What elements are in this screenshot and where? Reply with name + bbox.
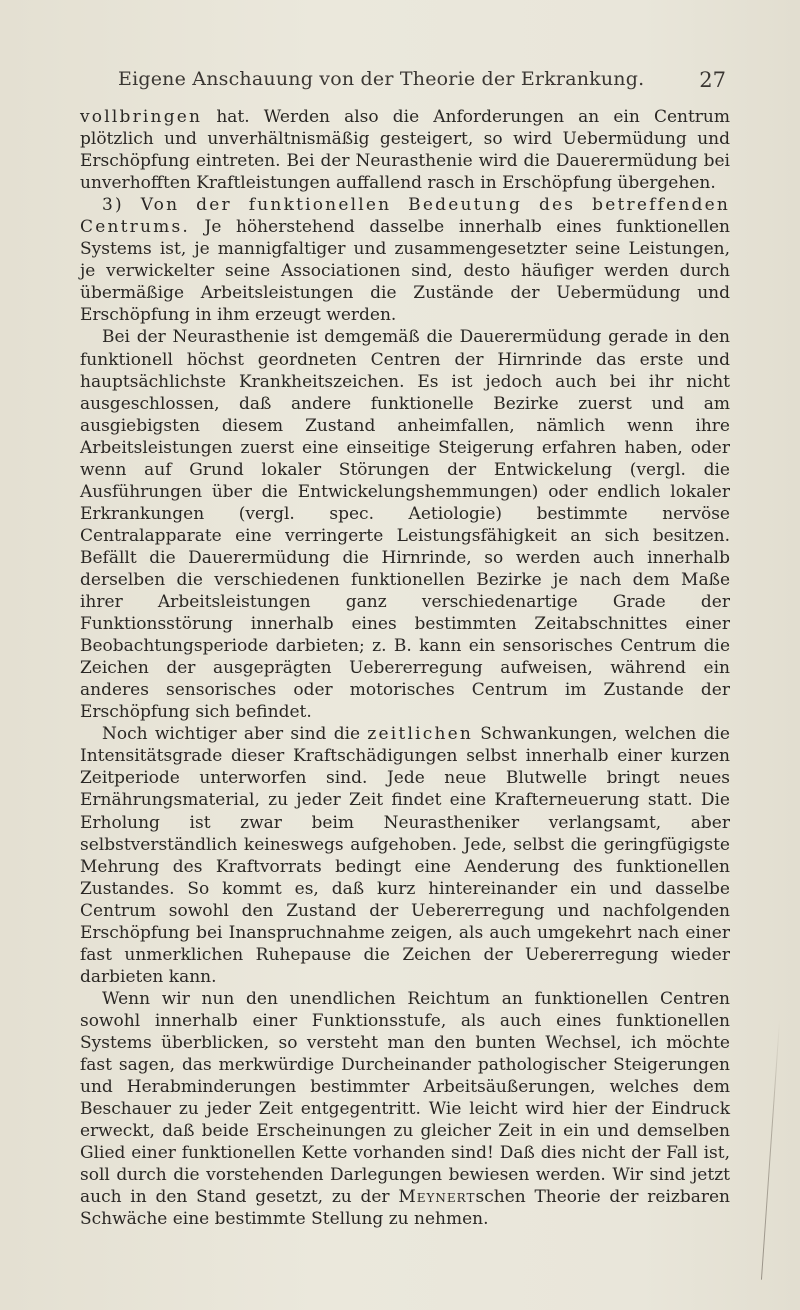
running-title: Eigene Anschauung von der Theorie der Erkrankung. [118, 68, 645, 90]
page-header [118, 68, 726, 98]
paragraph-4 [80, 723, 730, 988]
section-heading-3: 3) Von der funktionellen Bedeutung des betreffenden Centrums. [80, 195, 730, 238]
body-text [80, 106, 730, 1230]
page-number: 27 [699, 68, 726, 92]
paragraph-1-text: hat. Werden also die Anforderungen an ein Centrum plötzlich und unverhältnismäßig gesteigert, so wird Uebermüdung und Erschöpfung eintreten. Bei der Neurasthenie wird die Dauerermüdung bei unverhofften Kraftleistungen auffallend rasch in Erschöpfung übergehen. [80, 107, 730, 194]
paragraph-3 [80, 326, 730, 723]
paragraph-2-text: Je höherstehend dasselbe innerhalb eines funktionellen Systems ist, je mannigfaltiger und zusammengesetzter seine Leistungen, je verwickelter seine Associationen sind, desto häufiger werden durch übermäßige Arbeitsleistungen die Zustände der Uebermüdung und Erschöpfung in ihm erzeugt werden. [80, 217, 730, 326]
paragraph-2 [80, 194, 730, 326]
page-edge-mark [761, 1020, 780, 1279]
paragraph-5 [80, 988, 730, 1231]
spaced-word-zeitlichen: zeitlichen [367, 724, 473, 745]
author-name-meynert: Meynert [398, 1187, 476, 1208]
paragraph-5-text-after: schen Theorie der reizbaren Schwäche eine bestimmte Stellung zu nehmen. [80, 1187, 730, 1230]
paragraph-3-text: Bei der Neurasthenie ist demgemäß die Dauerermüdung gerade in den funktionell höchst geordneten Centren der Hirnrinde das erste und hauptsächlichste Krankheitszeichen. Es ist jedoch auch bei ihr nicht ausgeschlossen, daß andere funktionelle Bezirke zuerst und am ausgiebigsten diesem Zustand anheimfallen, nämlich wenn ihre Arbeitsleistungen zuerst eine einseitige Steigerung erfahren haben, oder wenn auf Grund lokaler Störungen der Entwickelung (vergl. die Ausführungen über die Entwickelungshemmungen) oder endlich lokaler Erkrankungen (vergl. spec. Aetiologie) bestimmte nervöse Centralapparate eine verringerte Leistungsfähigkeit an sich besitzen. Befällt die Dauerermüdung die Hirnrinde, so werden auch innerhalb derselben die verschiedenen funktionellen Bezirke je nach dem Maße ihrer Arbeitsleistungen ganz verschiedenartige Grade der Funktionsstörung innerhalb eines bestimmten Zeitabschnittes einer Beobachtungsperiode darbieten; z. B. kann ein sensorisches Centrum die Zeichen der ausgeprägten Uebererregung aufweisen, während ein anderes sensorisches oder motorisches Centrum im Zustande der Erschöpfung sich befindet. [80, 327, 730, 723]
paragraph-4-text-after: Schwankungen, welchen die Intensitätsgrade dieser Kraftschädigungen selbst innerhalb einer kurzen Zeitperiode unterworfen sind. Jede neue Blutwelle bringt neues Ernährungsmaterial, zu jeder Zeit findet eine Krafterneuerung statt. Die Erholung ist zwar beim Neurastheniker verlangsamt, aber selbstverständlich keineswegs aufgehoben. Jede, selbst die geringfügigste Mehrung des Kraftvorrats bedingt eine Aenderung des funktionellen Zustandes. So kommt es, daß kurz hintereinander ein und dasselbe Centrum sowohl den Zustand der Uebererregung und nachfolgenden Erschöpfung bei Inanspruchnahme zeigen, als auch umgekehrt nach einer fast unmerklichen Ruhepause die Zeichen der Uebererregung wieder darbieten kann. [80, 724, 730, 987]
paragraph-1 [80, 106, 730, 194]
paragraph-5-text-before: Wenn wir nun den unendlichen Reichtum an funktionellen Centren sowohl innerhalb einer Funktionsstufe, als auch eines funktionellen Systems überblicken, so versteht man den bunten Wechsel, ich möchte fast sagen, das merkwürdige Durcheinander pathologischer Steigerungen und Herabminderungen bestimmter Arbeitsäußerungen, welches dem Beschauer zu jeder Zeit entgegentritt. Wie leicht wird hier der Eindruck erweckt, daß beide Erscheinungen zu gleicher Zeit in ein und demselben Glied einer funktionellen Kette vorhanden sind! Daß dies nicht der Fall ist, soll durch die vorstehenden Darlegungen bewiesen werden. Wir sind jetzt auch in den Stand gesetzt, zu der [80, 988, 730, 1208]
spaced-word-vollbringen: vollbringen [80, 107, 203, 127]
paragraph-4-text-before: Noch wichtiger aber sind die [102, 724, 368, 745]
